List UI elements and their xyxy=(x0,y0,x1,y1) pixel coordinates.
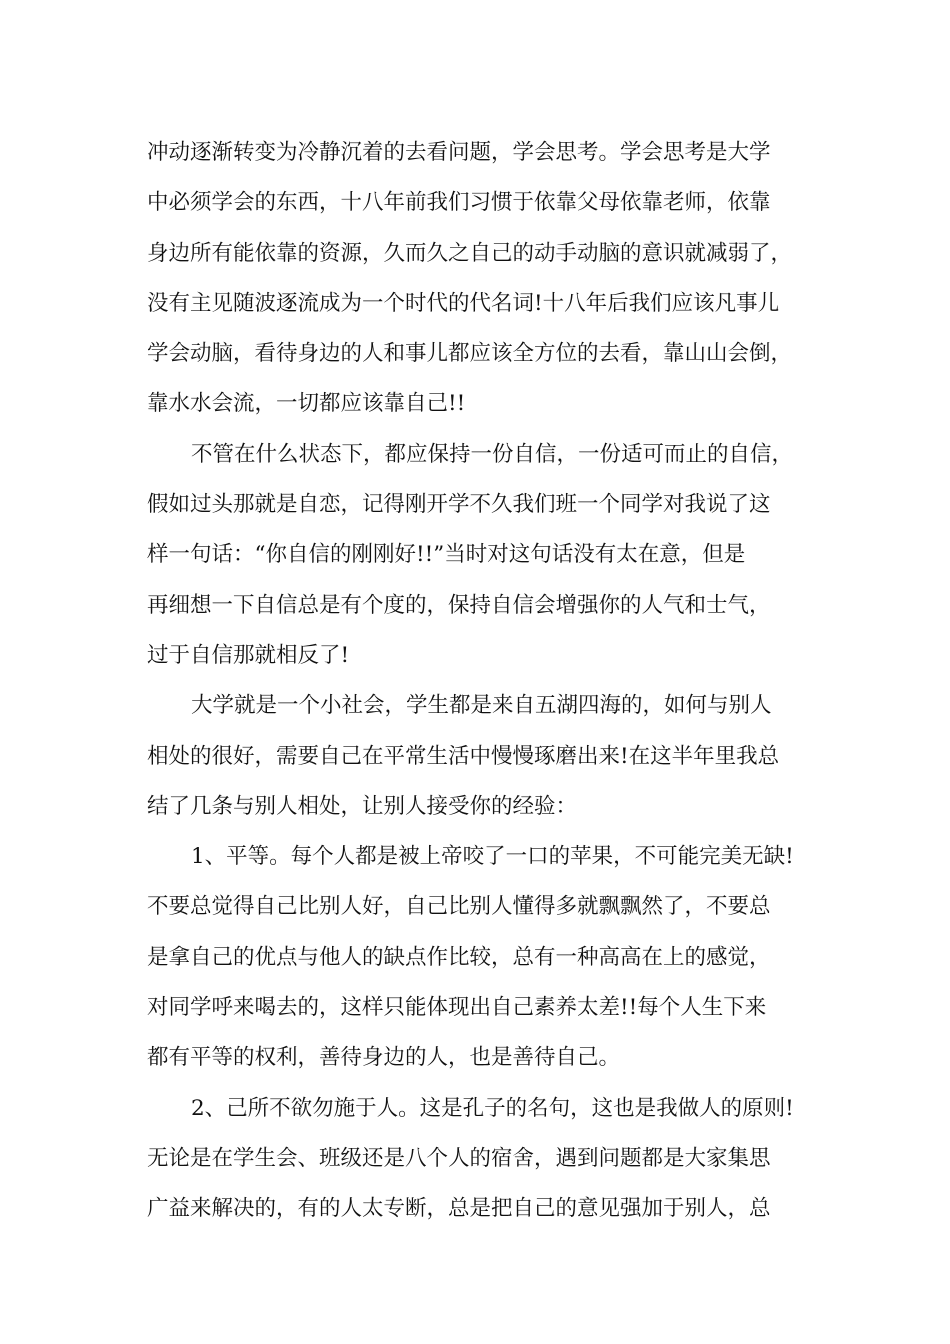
text-line: 假如过头那就是自恋，记得刚开学不久我们班一个同学对我说了这 xyxy=(147,492,771,518)
text-line: 靠水水会流，一切都应该靠自己!! xyxy=(147,391,466,417)
body-text xyxy=(147,128,827,1235)
text-line: 样一句话：“你自信的刚刚好!!”当时对这句话没有太在意，但是 xyxy=(147,542,746,568)
text-line: 身边所有能依靠的资源，久而久之自己的动手动脑的意识就减弱了， xyxy=(147,240,793,266)
text-line: 过于自信那就相反了! xyxy=(147,642,350,668)
text-line: 冲动逐渐转变为冷静沉着的去看问题，学会思考。学会思考是大学 xyxy=(147,140,771,165)
text-line: 无论是在学生会、班级还是八个人的宿舍，遇到问题都是大家集思 xyxy=(147,1145,771,1171)
paragraph-first-line: 1、平等。每个人都是被上帝咬了一口的苹果，不可能完美无缺! xyxy=(191,844,794,870)
text-line: 都有平等的权利，善待身边的人，也是善待自己。 xyxy=(147,1045,621,1071)
text-line: 再细想一下自信总是有个度的，保持自信会增强你的人气和士气， xyxy=(147,592,771,618)
text-line: 对同学呼来喝去的，这样只能体现出自己素养太差!!每个人生下来 xyxy=(147,995,767,1021)
paragraph-first-line: 不管在什么状态下，都应保持一份自信，一份适可而止的自信， xyxy=(191,441,794,467)
text-line: 学会动脑，看待身边的人和事儿都应该全方位的去看，靠山山会倒， xyxy=(147,341,793,367)
text-line: 相处的很好，需要自己在平常生活中慢慢琢磨出来!在这半年里我总 xyxy=(147,743,780,769)
text-line: 广益来解决的，有的人太专断，总是把自己的意见强加于别人，总 xyxy=(147,1196,771,1222)
text-line: 结了几条与别人相处，让别人接受你的经验： xyxy=(147,793,578,819)
text-line: 中必须学会的东西，十八年前我们习惯于依靠父母依靠老师，依靠 xyxy=(147,190,771,216)
text-line: 是拿自己的优点与他人的缺点作比较，总有一种高高在上的感觉， xyxy=(147,944,771,970)
paragraph-first-line: 2、己所不欲勿施于人。这是孔子的名句，这也是我做人的原则! xyxy=(191,1095,794,1121)
text-line: 没有主见随波逐流成为一个时代的代名词!十八年后我们应该凡事儿 xyxy=(147,290,780,316)
text-line: 不要总觉得自己比别人好，自己比别人懂得多就飘飘然了，不要总 xyxy=(147,894,771,920)
paragraph-first-line: 大学就是一个小社会，学生都是来自五湖四海的，如何与别人 xyxy=(191,693,772,719)
